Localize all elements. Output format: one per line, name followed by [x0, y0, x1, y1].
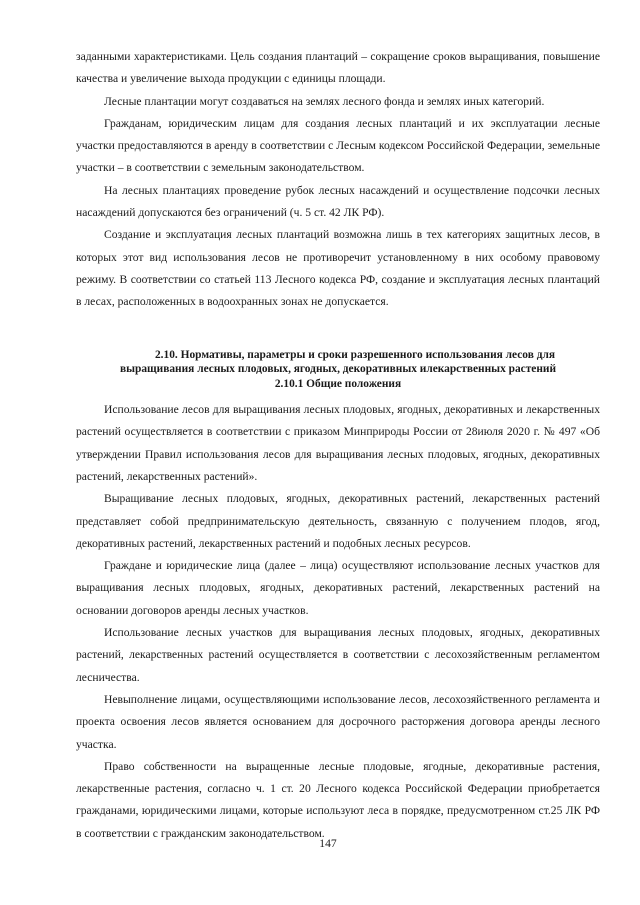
paragraph: Невыполнение лицами, осуществляющими использование лесов, лесохозяйственного регламента и проекта освоения лесов является основанием для досрочного расторжения договора аренды лесного участка. [76, 692, 600, 751]
paragraph: Право собственности на выращенные лесные плодовые, ягодные, декоративные растения, лекарственные растения, согласно ч. 1 ст. 20 Лесного кодекса Российской Федерации приобретается гражданами, юридическими лицами, которые используют леса в порядке, предусмотренном ст.25 ЛК РФ в соответствии с гражданским законодательством. [76, 759, 600, 840]
paragraph: Граждане и юридические лица (далее – лица) осуществляют использование лесных участков для выращивания лесных плодовых, ягодных, декоративных растений, лекарственных растений на основании договоров аренды лесных участков. [76, 559, 600, 617]
paragraph: На лесных плантациях проведение рубок лесных насаждений и осуществление подсочки лесных насаждений допускаются без ограничений (ч. 5 ст. 42 ЛК РФ). [76, 183, 600, 220]
paragraph: Создание и эксплуатация лесных плантаций возможна лишь в тех категориях защитных лесов, в которых этот вид использования лесов не противоречит установленному в них особому правовому режиму. В соответствии со статьей 113 Лесного кодекса РФ, создание и эксплуатация лесных плантаций в лесах, расположенных в водоохранных зонах не допускается. [76, 228, 600, 309]
document-page [76, 46, 600, 845]
section-spacer [76, 314, 600, 348]
page-number: 147 [319, 837, 337, 850]
paragraph: Использование лесных участков для выращивания лесных плодовых, ягодных, декоративных растений, лекарственных растений осуществляется в соответствии с лесохозяйственным регламентом лесничества. [76, 626, 600, 684]
paragraph: Лесные плантации могут создаваться на землях лесного фонда и землях иных категорий. [104, 94, 545, 108]
section-heading [76, 348, 600, 392]
paragraph: Гражданам, юридическим лицам для создания лесных плантаций и их эксплуатации лесные участки предоставляются в аренду в соответствии с Лесным кодексом Российской Федерации, земельные участки – в соответствии с земельным законодательством. [76, 116, 600, 175]
paragraph-continuation: заданными характеристиками. Цель создания плантаций – сокращение сроков выращивания, повышение качества и увеличение выхода продукции с единицы площади. [76, 50, 600, 86]
subsection-heading: 2.10.1 Общие положения [274, 377, 402, 390]
section-heading-line: выращивания лесных плодовых, ягодных, декоративных илекарственных растений [119, 363, 557, 376]
section-heading-line: 2.10. Нормативы, параметры и сроки разрешенного использования лесов для [154, 348, 556, 361]
paragraph: Выращивание лесных плодовых, ягодных, декоративных растений, лекарственных растений представляет собой предпринимательскую деятельность, связанную с получением плодов, ягод, декоративных растений, лекарственных растений и подобных лесных ресурсов. [76, 492, 600, 550]
paragraph: Использование лесов для выращивания лесных плодовых, ягодных, декоративных и лекарственных растений осуществляется в соответствии с приказом Минприроды России от 28июля 2020 г. № 497 «Об утверждении Правил использования лесов для выращивания лесных плодовых, ягодных, декоративных растений, лекарственных растений». [76, 403, 600, 483]
